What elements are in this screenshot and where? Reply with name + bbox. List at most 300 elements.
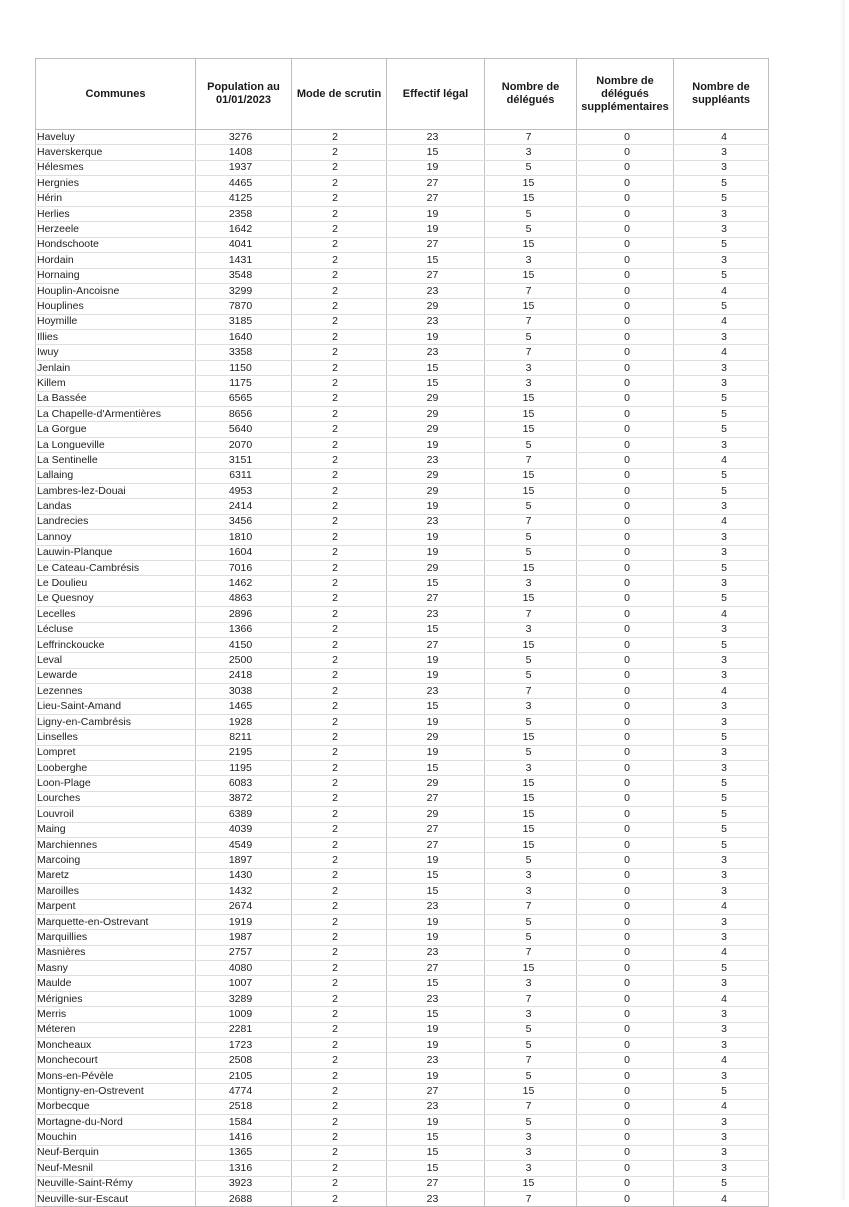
cell-effectif-legal: 27: [387, 961, 485, 976]
table-row: [36, 837, 769, 852]
cell-effectif-legal: 23: [387, 130, 485, 145]
cell-nombre-suppleants: 5: [674, 299, 769, 314]
cell-commune: Lambres-lez-Douai: [36, 483, 196, 498]
cell-commune: Moncheaux: [36, 1038, 196, 1053]
table-row: [36, 761, 769, 776]
cell-commune: Masnières: [36, 945, 196, 960]
cell-mode-de-scrutin: 2: [292, 453, 387, 468]
cell-delegues-supplementaires: 0: [577, 253, 674, 268]
cell-population: 2414: [196, 499, 292, 514]
cell-nombre-suppleants: 3: [674, 622, 769, 637]
cell-effectif-legal: 19: [387, 1115, 485, 1130]
cell-effectif-legal: 19: [387, 853, 485, 868]
cell-nombre-suppleants: 3: [674, 1022, 769, 1037]
table-row: [36, 514, 769, 529]
cell-nombre-suppleants: 5: [674, 591, 769, 606]
cell-population: 2195: [196, 745, 292, 760]
cell-commune: Neuville-sur-Escaut: [36, 1191, 196, 1206]
cell-population: 2500: [196, 653, 292, 668]
cell-effectif-legal: 27: [387, 268, 485, 283]
cell-population: 1009: [196, 1007, 292, 1022]
cell-population: 4953: [196, 483, 292, 498]
cell-nombre-delegues: 15: [485, 237, 577, 252]
cell-delegues-supplementaires: 0: [577, 1161, 674, 1176]
cell-population: 2518: [196, 1099, 292, 1114]
cell-nombre-suppleants: 5: [674, 791, 769, 806]
cell-population: 3289: [196, 991, 292, 1006]
cell-delegues-supplementaires: 0: [577, 299, 674, 314]
table-row: [36, 545, 769, 560]
cell-mode-de-scrutin: 2: [292, 176, 387, 191]
cell-nombre-delegues: 5: [485, 668, 577, 683]
cell-delegues-supplementaires: 0: [577, 914, 674, 929]
cell-mode-de-scrutin: 2: [292, 607, 387, 622]
cell-effectif-legal: 27: [387, 837, 485, 852]
cell-population: 1604: [196, 545, 292, 560]
cell-mode-de-scrutin: 2: [292, 1038, 387, 1053]
cell-nombre-delegues: 15: [485, 961, 577, 976]
table-row: [36, 1176, 769, 1191]
cell-mode-de-scrutin: 2: [292, 345, 387, 360]
cell-delegues-supplementaires: 0: [577, 730, 674, 745]
cell-population: 4549: [196, 837, 292, 852]
cell-nombre-delegues: 5: [485, 437, 577, 452]
cell-population: 2418: [196, 668, 292, 683]
table-row: [36, 130, 769, 145]
cell-effectif-legal: 29: [387, 407, 485, 422]
cell-nombre-suppleants: 3: [674, 1068, 769, 1083]
cell-nombre-delegues: 7: [485, 453, 577, 468]
header-mode-de-scrutin: Mode de scrutin: [292, 59, 387, 130]
cell-delegues-supplementaires: 0: [577, 745, 674, 760]
cell-mode-de-scrutin: 2: [292, 653, 387, 668]
cell-population: 3548: [196, 268, 292, 283]
table-row: [36, 991, 769, 1006]
cell-nombre-delegues: 7: [485, 607, 577, 622]
cell-delegues-supplementaires: 0: [577, 1145, 674, 1160]
cell-effectif-legal: 19: [387, 530, 485, 545]
cell-population: 1987: [196, 930, 292, 945]
cell-nombre-delegues: 5: [485, 530, 577, 545]
cell-commune: Le Quesnoy: [36, 591, 196, 606]
cell-nombre-delegues: 3: [485, 699, 577, 714]
cell-nombre-delegues: 5: [485, 330, 577, 345]
cell-nombre-suppleants: 3: [674, 914, 769, 929]
cell-nombre-suppleants: 5: [674, 1176, 769, 1191]
cell-effectif-legal: 23: [387, 314, 485, 329]
cell-population: 1408: [196, 145, 292, 160]
cell-effectif-legal: 15: [387, 1007, 485, 1022]
cell-nombre-delegues: 3: [485, 761, 577, 776]
table-row: [36, 437, 769, 452]
cell-mode-de-scrutin: 2: [292, 1130, 387, 1145]
cell-nombre-suppleants: 3: [674, 653, 769, 668]
cell-delegues-supplementaires: 0: [577, 1053, 674, 1068]
cell-population: 8656: [196, 407, 292, 422]
cell-mode-de-scrutin: 2: [292, 253, 387, 268]
cell-nombre-suppleants: 3: [674, 360, 769, 375]
cell-commune: Landas: [36, 499, 196, 514]
cell-nombre-delegues: 7: [485, 899, 577, 914]
cell-commune: Herlies: [36, 206, 196, 221]
cell-delegues-supplementaires: 0: [577, 884, 674, 899]
table-row: [36, 899, 769, 914]
cell-population: 3872: [196, 791, 292, 806]
header-nombre-suppleants: Nombre de suppléants: [674, 59, 769, 130]
cell-delegues-supplementaires: 0: [577, 437, 674, 452]
cell-delegues-supplementaires: 0: [577, 268, 674, 283]
cell-commune: Hondschoote: [36, 237, 196, 252]
cell-population: 6565: [196, 391, 292, 406]
cell-effectif-legal: 15: [387, 622, 485, 637]
cell-nombre-delegues: 15: [485, 730, 577, 745]
cell-delegues-supplementaires: 0: [577, 191, 674, 206]
cell-delegues-supplementaires: 0: [577, 791, 674, 806]
cell-nombre-suppleants: 4: [674, 514, 769, 529]
cell-commune: Leffrinckoucke: [36, 637, 196, 652]
cell-delegues-supplementaires: 0: [577, 761, 674, 776]
cell-effectif-legal: 27: [387, 1084, 485, 1099]
cell-nombre-delegues: 15: [485, 268, 577, 283]
table-row: [36, 268, 769, 283]
cell-population: 4125: [196, 191, 292, 206]
cell-mode-de-scrutin: 2: [292, 822, 387, 837]
cell-nombre-delegues: 3: [485, 1007, 577, 1022]
cell-effectif-legal: 29: [387, 422, 485, 437]
cell-effectif-legal: 23: [387, 1099, 485, 1114]
cell-mode-de-scrutin: 2: [292, 745, 387, 760]
cell-population: 2070: [196, 437, 292, 452]
cell-commune: Masny: [36, 961, 196, 976]
cell-nombre-suppleants: 3: [674, 160, 769, 175]
cell-nombre-suppleants: 4: [674, 607, 769, 622]
cell-mode-de-scrutin: 2: [292, 422, 387, 437]
cell-population: 2674: [196, 899, 292, 914]
cell-mode-de-scrutin: 2: [292, 930, 387, 945]
cell-nombre-suppleants: 5: [674, 637, 769, 652]
cell-population: 6389: [196, 807, 292, 822]
table-row: [36, 653, 769, 668]
cell-mode-de-scrutin: 2: [292, 437, 387, 452]
cell-population: 6311: [196, 468, 292, 483]
cell-commune: Mortagne-du-Nord: [36, 1115, 196, 1130]
cell-nombre-suppleants: 3: [674, 253, 769, 268]
cell-nombre-suppleants: 3: [674, 1007, 769, 1022]
cell-delegues-supplementaires: 0: [577, 1022, 674, 1037]
cell-population: 1642: [196, 222, 292, 237]
table-row: [36, 976, 769, 991]
cell-population: 1584: [196, 1115, 292, 1130]
cell-mode-de-scrutin: 2: [292, 314, 387, 329]
table-row: [36, 1022, 769, 1037]
cell-delegues-supplementaires: 0: [577, 991, 674, 1006]
cell-population: 1150: [196, 360, 292, 375]
cell-effectif-legal: 23: [387, 991, 485, 1006]
cell-delegues-supplementaires: 0: [577, 837, 674, 852]
cell-effectif-legal: 29: [387, 299, 485, 314]
cell-nombre-delegues: 7: [485, 1099, 577, 1114]
cell-mode-de-scrutin: 2: [292, 376, 387, 391]
cell-nombre-delegues: 15: [485, 483, 577, 498]
cell-commune: Mérignies: [36, 991, 196, 1006]
table-row: [36, 930, 769, 945]
cell-nombre-suppleants: 3: [674, 884, 769, 899]
cell-nombre-delegues: 15: [485, 176, 577, 191]
cell-commune: La Bassée: [36, 391, 196, 406]
table-row: [36, 453, 769, 468]
cell-delegues-supplementaires: 0: [577, 360, 674, 375]
cell-mode-de-scrutin: 2: [292, 714, 387, 729]
table-row: [36, 853, 769, 868]
cell-population: 2896: [196, 607, 292, 622]
cell-nombre-suppleants: 5: [674, 1084, 769, 1099]
table-row: [36, 1161, 769, 1176]
cell-mode-de-scrutin: 2: [292, 407, 387, 422]
cell-commune: Illies: [36, 330, 196, 345]
delegates-table: [35, 58, 769, 1207]
cell-delegues-supplementaires: 0: [577, 1130, 674, 1145]
cell-nombre-delegues: 15: [485, 791, 577, 806]
table-row: [36, 499, 769, 514]
cell-nombre-delegues: 5: [485, 914, 577, 929]
cell-nombre-delegues: 15: [485, 637, 577, 652]
table-row: [36, 1084, 769, 1099]
cell-effectif-legal: 27: [387, 822, 485, 837]
cell-mode-de-scrutin: 2: [292, 961, 387, 976]
cell-effectif-legal: 19: [387, 1068, 485, 1083]
table-row: [36, 668, 769, 683]
cell-delegues-supplementaires: 0: [577, 407, 674, 422]
table-row: [36, 376, 769, 391]
cell-commune: Lewarde: [36, 668, 196, 683]
cell-effectif-legal: 19: [387, 1022, 485, 1037]
cell-mode-de-scrutin: 2: [292, 591, 387, 606]
cell-delegues-supplementaires: 0: [577, 1115, 674, 1130]
table-row: [36, 360, 769, 375]
cell-mode-de-scrutin: 2: [292, 499, 387, 514]
cell-commune: Houplines: [36, 299, 196, 314]
table-row: [36, 191, 769, 206]
cell-nombre-suppleants: 5: [674, 268, 769, 283]
cell-nombre-suppleants: 3: [674, 1130, 769, 1145]
cell-effectif-legal: 15: [387, 761, 485, 776]
cell-effectif-legal: 15: [387, 884, 485, 899]
cell-commune: Leval: [36, 653, 196, 668]
cell-mode-de-scrutin: 2: [292, 468, 387, 483]
cell-nombre-delegues: 3: [485, 145, 577, 160]
cell-mode-de-scrutin: 2: [292, 1161, 387, 1176]
cell-mode-de-scrutin: 2: [292, 1053, 387, 1068]
cell-delegues-supplementaires: 0: [577, 514, 674, 529]
cell-nombre-delegues: 5: [485, 222, 577, 237]
cell-delegues-supplementaires: 0: [577, 853, 674, 868]
cell-nombre-delegues: 3: [485, 376, 577, 391]
cell-commune: Le Doulieu: [36, 576, 196, 591]
cell-delegues-supplementaires: 0: [577, 1176, 674, 1191]
cell-delegues-supplementaires: 0: [577, 391, 674, 406]
cell-nombre-suppleants: 3: [674, 1115, 769, 1130]
cell-mode-de-scrutin: 2: [292, 360, 387, 375]
cell-delegues-supplementaires: 0: [577, 622, 674, 637]
cell-effectif-legal: 27: [387, 237, 485, 252]
cell-delegues-supplementaires: 0: [577, 237, 674, 252]
table-row: [36, 1145, 769, 1160]
cell-nombre-delegues: 3: [485, 976, 577, 991]
cell-commune: La Chapelle-d'Armentières: [36, 407, 196, 422]
cell-mode-de-scrutin: 2: [292, 884, 387, 899]
header-row: [36, 59, 769, 130]
table-row: [36, 237, 769, 252]
cell-nombre-suppleants: 5: [674, 822, 769, 837]
cell-nombre-suppleants: 3: [674, 745, 769, 760]
table-row: [36, 576, 769, 591]
table-row: [36, 699, 769, 714]
cell-nombre-suppleants: 4: [674, 130, 769, 145]
cell-population: 1937: [196, 160, 292, 175]
cell-effectif-legal: 23: [387, 684, 485, 699]
table-row: [36, 283, 769, 298]
table-row: [36, 637, 769, 652]
cell-commune: Maroilles: [36, 884, 196, 899]
cell-population: 1919: [196, 914, 292, 929]
cell-effectif-legal: 23: [387, 453, 485, 468]
cell-nombre-delegues: 3: [485, 884, 577, 899]
cell-nombre-suppleants: 3: [674, 930, 769, 945]
cell-commune: Herzeele: [36, 222, 196, 237]
cell-commune: Mons-en-Pévèle: [36, 1068, 196, 1083]
cell-population: 4863: [196, 591, 292, 606]
table-row: [36, 407, 769, 422]
cell-nombre-suppleants: 3: [674, 976, 769, 991]
cell-nombre-suppleants: 4: [674, 1099, 769, 1114]
cell-nombre-delegues: 15: [485, 807, 577, 822]
cell-effectif-legal: 19: [387, 330, 485, 345]
cell-nombre-suppleants: 3: [674, 145, 769, 160]
cell-commune: Hordain: [36, 253, 196, 268]
cell-nombre-delegues: 5: [485, 499, 577, 514]
cell-nombre-suppleants: 3: [674, 761, 769, 776]
cell-population: 1175: [196, 376, 292, 391]
cell-mode-de-scrutin: 2: [292, 637, 387, 652]
cell-nombre-suppleants: 3: [674, 853, 769, 868]
cell-nombre-delegues: 7: [485, 991, 577, 1006]
cell-population: 1928: [196, 714, 292, 729]
cell-nombre-delegues: 15: [485, 1084, 577, 1099]
cell-nombre-delegues: 3: [485, 360, 577, 375]
cell-commune: Merris: [36, 1007, 196, 1022]
cell-delegues-supplementaires: 0: [577, 1099, 674, 1114]
cell-commune: Mouchin: [36, 1130, 196, 1145]
cell-mode-de-scrutin: 2: [292, 483, 387, 498]
cell-commune: Houplin-Ancoisne: [36, 283, 196, 298]
cell-mode-de-scrutin: 2: [292, 761, 387, 776]
table-row: [36, 884, 769, 899]
cell-nombre-suppleants: 5: [674, 837, 769, 852]
cell-commune: Linselles: [36, 730, 196, 745]
cell-nombre-suppleants: 5: [674, 560, 769, 575]
header-delegues-supplementaires: Nombre de délégués supplémentaires: [577, 59, 674, 130]
cell-nombre-suppleants: 5: [674, 407, 769, 422]
cell-delegues-supplementaires: 0: [577, 637, 674, 652]
cell-commune: Lallaing: [36, 468, 196, 483]
table-row: [36, 222, 769, 237]
table-row: [36, 206, 769, 221]
page-edge-shadow: [839, 0, 845, 1200]
table-row: [36, 1038, 769, 1053]
cell-nombre-suppleants: 4: [674, 991, 769, 1006]
table-row: [36, 1130, 769, 1145]
table-row: [36, 622, 769, 637]
cell-nombre-delegues: 5: [485, 1068, 577, 1083]
cell-commune: La Sentinelle: [36, 453, 196, 468]
cell-effectif-legal: 27: [387, 1176, 485, 1191]
cell-nombre-suppleants: 3: [674, 437, 769, 452]
cell-population: 3299: [196, 283, 292, 298]
cell-mode-de-scrutin: 2: [292, 237, 387, 252]
cell-population: 1640: [196, 330, 292, 345]
table-row: [36, 1115, 769, 1130]
cell-commune: Lezennes: [36, 684, 196, 699]
cell-mode-de-scrutin: 2: [292, 853, 387, 868]
table-row: [36, 299, 769, 314]
cell-nombre-delegues: 7: [485, 1053, 577, 1068]
cell-nombre-delegues: 15: [485, 776, 577, 791]
cell-nombre-suppleants: 4: [674, 314, 769, 329]
cell-effectif-legal: 15: [387, 1130, 485, 1145]
cell-effectif-legal: 29: [387, 730, 485, 745]
cell-mode-de-scrutin: 2: [292, 622, 387, 637]
cell-nombre-delegues: 15: [485, 407, 577, 422]
table-row: [36, 530, 769, 545]
cell-population: 2508: [196, 1053, 292, 1068]
cell-mode-de-scrutin: 2: [292, 684, 387, 699]
cell-nombre-suppleants: 3: [674, 699, 769, 714]
cell-effectif-legal: 29: [387, 391, 485, 406]
cell-delegues-supplementaires: 0: [577, 699, 674, 714]
cell-commune: Lauwin-Planque: [36, 545, 196, 560]
cell-effectif-legal: 29: [387, 468, 485, 483]
cell-effectif-legal: 15: [387, 1161, 485, 1176]
cell-nombre-delegues: 15: [485, 560, 577, 575]
cell-commune: Monchecourt: [36, 1053, 196, 1068]
cell-nombre-delegues: 15: [485, 422, 577, 437]
cell-nombre-delegues: 7: [485, 345, 577, 360]
cell-population: 1432: [196, 884, 292, 899]
cell-effectif-legal: 23: [387, 607, 485, 622]
cell-commune: Maing: [36, 822, 196, 837]
cell-nombre-suppleants: 5: [674, 776, 769, 791]
cell-nombre-suppleants: 4: [674, 283, 769, 298]
cell-effectif-legal: 15: [387, 699, 485, 714]
cell-nombre-suppleants: 5: [674, 391, 769, 406]
cell-effectif-legal: 27: [387, 791, 485, 806]
cell-delegues-supplementaires: 0: [577, 1068, 674, 1083]
cell-delegues-supplementaires: 0: [577, 530, 674, 545]
cell-delegues-supplementaires: 0: [577, 868, 674, 883]
cell-mode-de-scrutin: 2: [292, 206, 387, 221]
cell-commune: Méteren: [36, 1022, 196, 1037]
cell-mode-de-scrutin: 2: [292, 914, 387, 929]
cell-mode-de-scrutin: 2: [292, 191, 387, 206]
cell-population: 3185: [196, 314, 292, 329]
cell-delegues-supplementaires: 0: [577, 930, 674, 945]
cell-effectif-legal: 19: [387, 930, 485, 945]
cell-delegues-supplementaires: 0: [577, 176, 674, 191]
cell-nombre-delegues: 3: [485, 576, 577, 591]
cell-mode-de-scrutin: 2: [292, 1068, 387, 1083]
cell-nombre-delegues: 7: [485, 283, 577, 298]
cell-commune: Neuf-Mesnil: [36, 1161, 196, 1176]
